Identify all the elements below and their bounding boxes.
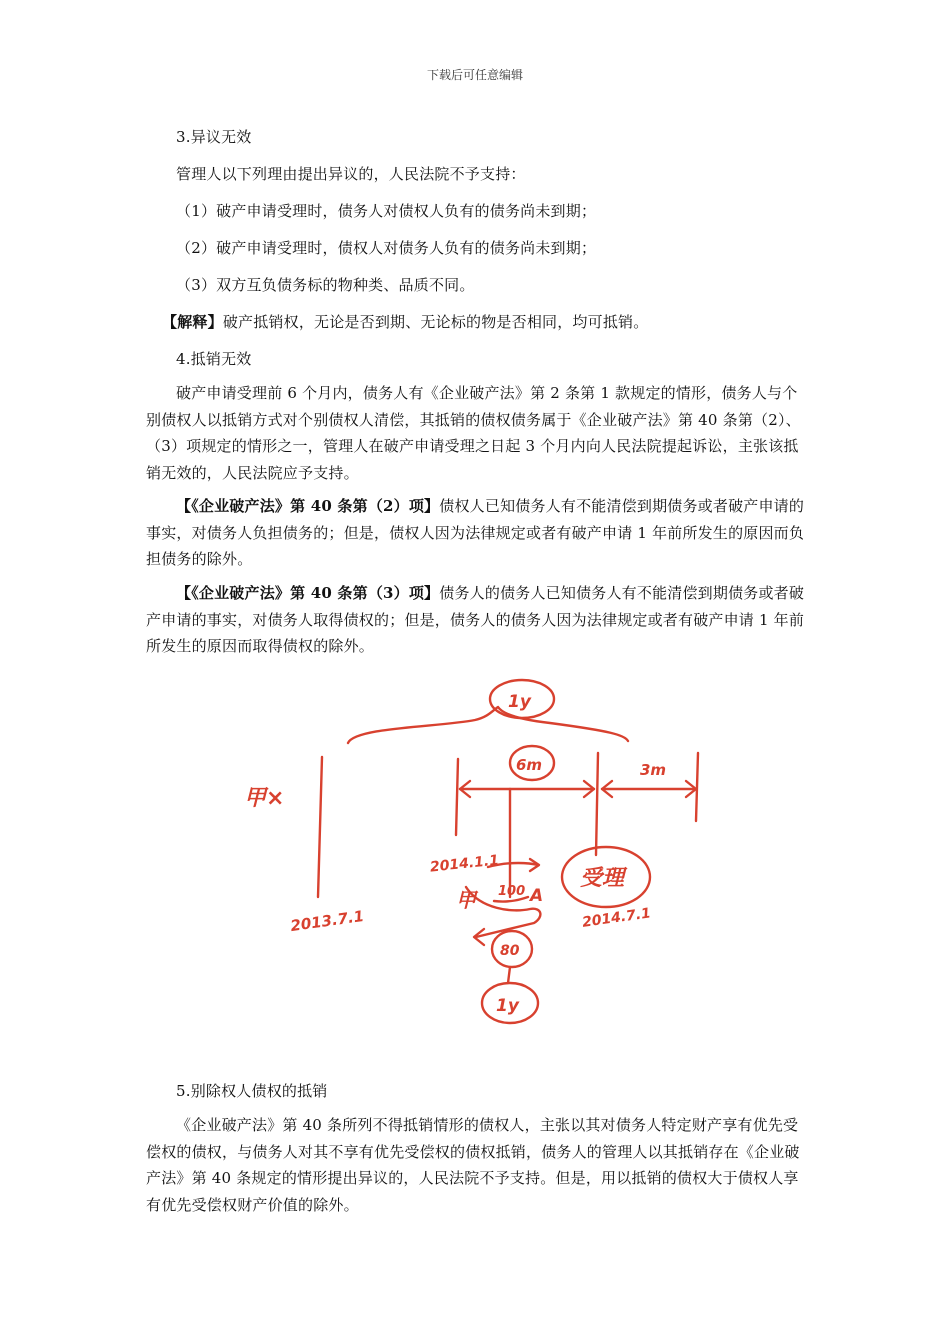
sketch-6m-label: 6m	[516, 756, 543, 774]
list-item-2: （2）破产申请受理时，债权人对债务人负有的债务尚未到期；	[176, 239, 597, 257]
sketch-3m-label: 3m	[640, 761, 667, 779]
sketch-line-end	[696, 753, 698, 821]
section-3-intro: 管理人以下列理由提出异议的，人民法院不予支持：	[176, 165, 526, 183]
explanation-text: 破产抵销权，无论是否到期、无论标的物是否相同，均可抵销。	[222, 313, 649, 331]
sketch-jia: 甲	[456, 888, 476, 912]
law-40-2-text: 债权人已知债务人有不能清偿到期债务或者破产申请的事实，对债务人负担债务的；但是，债权人因为法律规定或者有破产申请 1 年前所发生的原因而负担债务的除外。	[146, 497, 805, 568]
sketch-date-2013: 2013.7.1	[289, 906, 366, 936]
sketch-connector	[508, 967, 510, 983]
section-4-paragraph: 破产申请受理前 6 个月内，债务人有《企业破产法》第 2 条第 1 款规定的情形，债务人与个别债权人以抵销方式对个别债权人清偿，其抵销的债权债务属于《企业破产法》第 40 条第（2）、（3）项规定的情形之一，管理人在破产申请受理之日起 3 个月内向人民法院提起诉讼，主张该抵销无效的，人民法院应予支持。	[146, 384, 801, 482]
sketch-date-2014-1: 2014.1.1	[429, 852, 500, 876]
list-item-3: （3）双方互负债务标的物种类、品质不同。	[176, 276, 475, 294]
sketch-line-2013	[318, 757, 322, 897]
law-40-2	[146, 493, 806, 573]
sketch-label-a: A	[530, 886, 544, 906]
list-item-1: （1）破产申请受理时，债务人对债权人负有的债务尚未到期；	[176, 202, 597, 220]
page-header: 下载后可任意编辑	[426, 68, 523, 82]
sketch-line-2014-1	[456, 759, 458, 835]
section-5-paragraph: 《企业破产法》第 40 条所列不得抵销情形的债权人，主张以其对债务人特定财产享有优先受偿权的债权，与债务人对其不享有优先受偿权的债权抵销，债务人的管理人以其抵销存在《企业破产法》第 40 条规定的情形提出异议的，人民法院不予支持。但是，用以抵销的债权大于债权人享有优先受偿权财产价值的除外。	[146, 1116, 800, 1214]
sketch-jia-x: 甲×	[244, 786, 285, 811]
sketch-brace	[348, 707, 628, 743]
sketch-top-label: 1y	[508, 692, 531, 712]
law-40-3-tag: 【《企业破产法》第 40 条第（3）项】	[176, 584, 440, 602]
sketch-amount-80: 80	[500, 943, 520, 959]
sketch-amount-100: 100	[498, 884, 526, 899]
section-3-title: 3.异议无效	[176, 128, 252, 146]
section-5-title: 5.别除权人债权的抵销	[176, 1082, 328, 1100]
section-4-title: 4.抵销无效	[176, 350, 252, 368]
sketch-accepted-label: 受理	[580, 866, 625, 891]
sketch-bottom-label: 1y	[496, 996, 519, 1016]
law-40-3	[146, 580, 806, 660]
law-40-3-text: 债务人的债务人已知债务人有不能清偿到期债务或者破产申请的事实，对债务人取得债权的；但是，债务人的债务人因为法律规定或者有破产申请 1 年前所发生的原因而取得债权的除外。	[146, 584, 805, 655]
sketch-date-2014-7: 2014.7.1	[581, 905, 652, 931]
law-40-2-tag: 【《企业破产法》第 40 条第（2）项】	[176, 497, 440, 515]
handwritten-timeline-sketch	[230, 665, 710, 1035]
explanation-tag: 【解释】	[162, 313, 223, 331]
sketch-line-2014-7	[596, 753, 598, 855]
explanation-note	[162, 309, 822, 336]
